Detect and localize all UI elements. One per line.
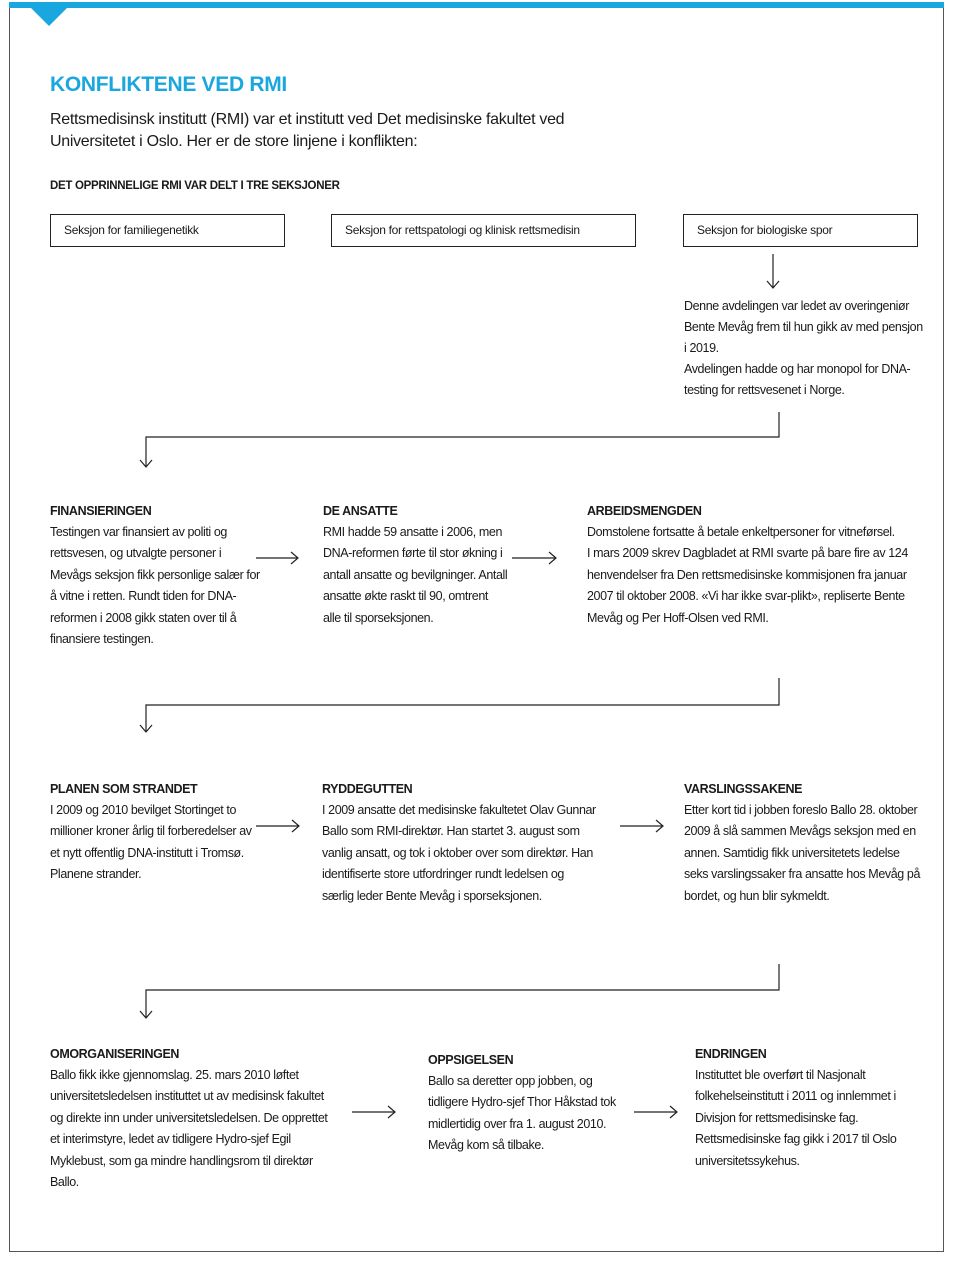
item-text: Ballo fikk ikke gjennomslag. 25. mars 2010 løftet universitetsledelsen instituttet ut av medisinsk fakultet og direkte inn under universitetsledelsen. De opprettet et interimstyre, ledet av tidligere Hydro-sjef Egil Myklebust, som ga mindre handlingsrom til direktør Ballo.	[50, 1068, 328, 1190]
item-heading: ARBEIDSMENGDEN	[587, 504, 702, 518]
item-text: Testingen var finansiert av politi og rettsvesen, og utvalgte personer i Mevågs seksjon fikk personlige salær for å vitne i retten. Rundt tiden for DNA-reformen i 2008 gikk staten over til å finansiere testingen.	[50, 525, 260, 647]
arrow-right-row3-a	[352, 1106, 395, 1118]
section-box-rettspatologi: Seksjon for rettspatologi og klinisk rettsmedisin	[331, 214, 636, 247]
connector-note-to-row1	[140, 412, 779, 467]
item-heading: ENDRINGEN	[695, 1047, 767, 1061]
item-text: RMI hadde 59 ansatte i 2006, men DNA-reformen førte til stor økning i antall ansatte og bevilgninger. Antall ansatte økte raskt til 90, omtrent alle til sporseksjonen.	[323, 525, 508, 625]
connector-row2-to-row3	[140, 964, 779, 1018]
intro-text: Rettsmedisinsk institutt (RMI) var et institutt ved Det medisinske fakultet ved Universitetet i Oslo. Her er de store linjene i konflikten:	[50, 111, 565, 150]
item-heading: FINANSIERINGEN	[50, 504, 152, 518]
item-heading: DE ANSATTE	[323, 504, 398, 518]
item-text: Ballo sa deretter opp jobben, og tidligere Hydro-sjef Thor Håkstad tok midlertidig over fra 1. august 2010. Mevåg kom så tilbake.	[428, 1074, 616, 1153]
connector-row1-to-row2	[140, 678, 779, 732]
item-text: I 2009 og 2010 bevilget Stortinget to millioner kroner årlig til forberedelser av et nytt offentlig DNA-institutt i Tromsø. Planene strander.	[50, 803, 252, 882]
item-heading: RYDDEGUTTEN	[322, 782, 413, 796]
sections-subhead: DET OPPRINNELIGE RMI VAR DELT I TRE SEKSJONER	[50, 180, 340, 192]
item-text: I 2009 ansatte det medisinske fakultetet Olav Gunnar Ballo som RMI-direktør. Han startet 3. august som vanlig ansatt, og tok i oktober over som direktør. Han identifiserte store utfordringer rundt ledelsen og særlig leder Bente Mevåg i sporseksjonen.	[322, 803, 596, 903]
section-box-familiegenetikk: Seksjon for familiegenetikk	[50, 214, 285, 247]
arrow-right-row3-b	[634, 1106, 677, 1118]
item-heading: PLANEN SOM STRANDET	[50, 782, 198, 796]
item-text: Domstolene fortsatte å betale enkeltpersoner for vitneførsel.	[587, 525, 895, 539]
arrow-right-row1-a	[256, 552, 298, 564]
note-paragraph-1: Denne avdelingen var ledet av overingeniør Bente Mevåg frem til hun gikk av med pensjon i 2019.	[684, 299, 923, 355]
arrow-right-row2-b	[620, 820, 663, 832]
arrow-right-row1-b	[512, 552, 556, 564]
arrow-down-to-note	[767, 254, 779, 288]
section-box-biologiske-spor: Seksjon for biologiske spor	[683, 214, 918, 247]
item-text: Instituttet ble overført til Nasjonalt folkehelseinstitutt i 2011 og innlemmet i Divisjon for rettsmedisinske fag. Rettsmedisinske fag gikk i 2017 til Oslo universitetssykehus.	[695, 1068, 897, 1168]
page-title: KONFLIKTENE VED RMI	[50, 73, 287, 96]
item-heading: OMORGANISERINGEN	[50, 1047, 180, 1061]
item-heading: OPPSIGELSEN	[428, 1053, 514, 1067]
arrow-right-row2-a	[256, 820, 299, 832]
item-text-2: I mars 2009 skrev Dagbladet at RMI svarte på bare fire av 124 henvendelser fra Den rettsmedisinske kommisjonen fra januar 2007 til oktober 2008. «Vi har ikke svar-plikt», repliserte Bente Mevåg og Per Hoff-Olsen ved RMI.	[587, 546, 908, 625]
item-text: Etter kort tid i jobben foreslo Ballo 28. oktober 2009 å slå sammen Mevågs seksjon med en annen. Samtidig fikk universitetets ledelse seks varslingssaker fra ansatte hos Mevåg på bordet, og hun blir sykmeldt.	[684, 803, 920, 903]
item-heading: VARSLINGSSAKENE	[684, 782, 803, 796]
note-paragraph-2: Avdelingen hadde og har monopol for DNA-testing for rettsvesenet i Norge.	[684, 362, 911, 397]
